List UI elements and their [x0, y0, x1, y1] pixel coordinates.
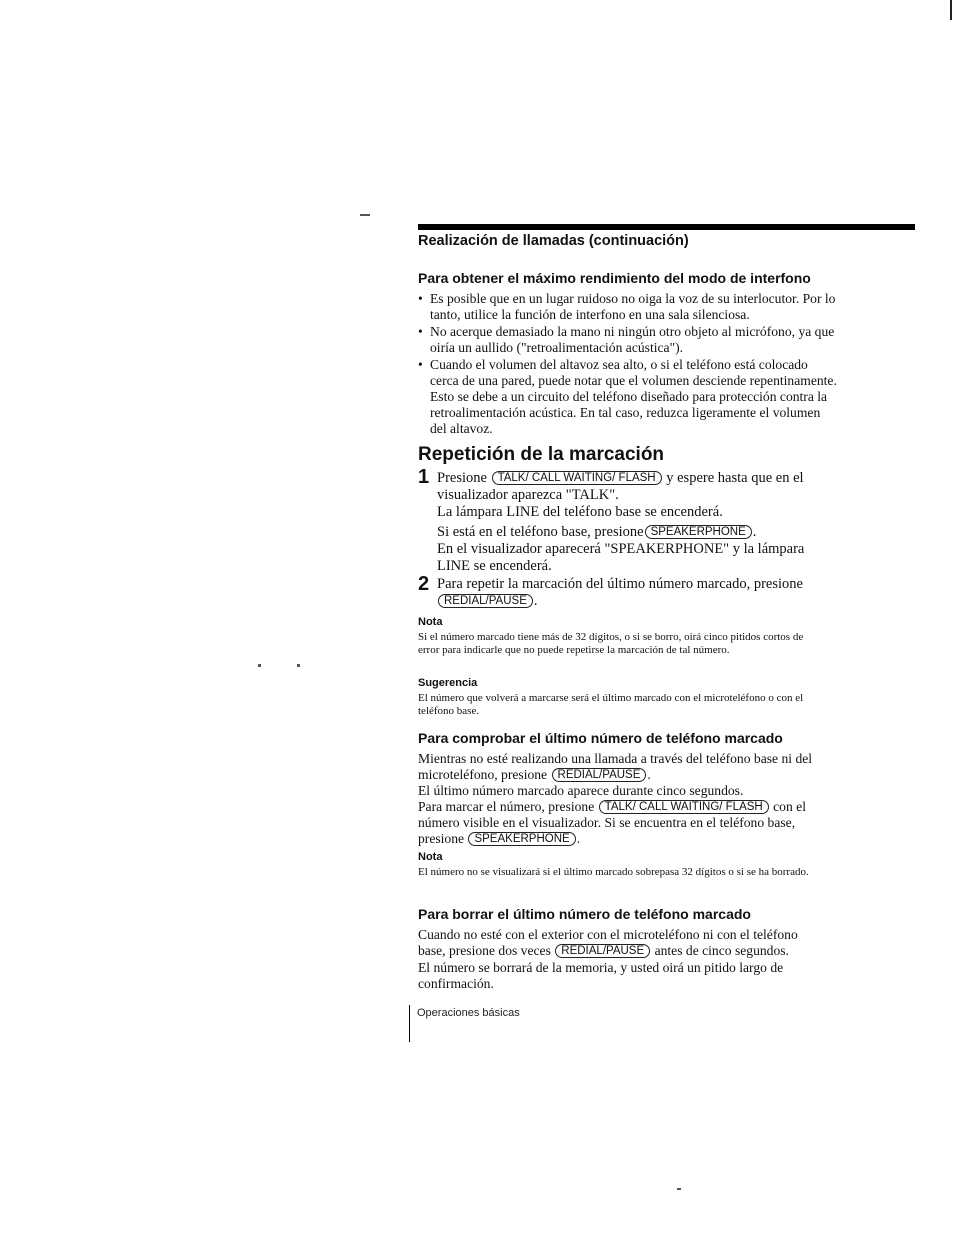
step-2-number: 2: [418, 573, 430, 595]
speakerphone-key: SPEAKERPHONE: [468, 832, 575, 846]
check-body: [418, 751, 828, 847]
scan-speck: [258, 664, 261, 667]
step-1-line3-after: .: [752, 524, 757, 540]
check-paragraph-2: El último número marcado aparece durante cinco segundos.: [418, 783, 744, 798]
check-note-text: El número no se visualizará si el último marcado sobrepasa 32 dígitos o si se ha borrado.: [418, 866, 809, 878]
erase-p1-after: antes de cinco segundos.: [654, 943, 789, 958]
redial-tip-text: El número que volverá a marcarse será el último marcado con el microteléfono o con el teléfono base.: [418, 692, 804, 717]
section-title: Realización de llamadas (continuación): [418, 233, 689, 249]
footer-section-label: Operaciones básicas: [417, 1007, 520, 1019]
check-p1-before: Mientras no esté realizando una llamada a través del teléfono base ni del microteléfono, presione: [418, 751, 813, 782]
step-1-number: 1: [418, 466, 430, 488]
check-p3-before: Para marcar el número, presione: [418, 799, 595, 814]
redial-note-text: Si el número marcado tiene más de 32 dígitos, o si se borro, oirá cinco pitidos cortos de error para indicarle que no puede repetirse la marcación de tal número.: [418, 631, 804, 656]
redial-heading: Repetición de la marcación: [418, 444, 665, 465]
scan-edge-mark: [950, 0, 952, 20]
step-1-text-before: Presione: [437, 470, 487, 486]
check-note-label: Nota: [418, 851, 443, 863]
erase-body: [418, 927, 828, 992]
check-paragraph-1: [418, 751, 828, 783]
erase-paragraph-2: El número se borrará de la memoria, y usted oirá un pitido largo de confirmación.: [418, 960, 784, 991]
bullet-item: • Cuando el volumen del altavoz sea alto, o si el teléfono está colocado cerca de una pared, puede notar que el volumen desciende repentinamente. Esto se debe a un circuito del teléfono diseñado para protección contra la retroalimentación acústica. En tal caso, reduzca ligeramente el volumen del altavoz.: [418, 357, 838, 437]
erase-p1-before: Cuando no esté con el exterior con el microteléfono ni con el teléfono base, presione dos veces: [418, 927, 798, 958]
bullet-item: • Es posible que en un lugar ruidoso no oiga la voz de su interlocutor. Por lo tanto, utilice la función de interfono en una sala silenciosa.: [418, 291, 838, 323]
scan-speck: [297, 664, 300, 667]
step-2-text-after: .: [533, 593, 538, 609]
footer-divider: [409, 1005, 410, 1042]
interphone-bullet-list: [418, 291, 838, 438]
step-1-line2: La lámpara LINE del teléfono base se encenderá.: [437, 504, 723, 520]
scan-speck: [360, 214, 370, 216]
interphone-heading: Para obtener el máximo rendimiento del modo de interfono: [418, 270, 811, 286]
redial-note-label: Nota: [418, 616, 443, 628]
check-p3-mid: con el número visible en el visualizador. Si se encuentra en el teléfono base, presione: [418, 799, 806, 846]
erase-heading: Para borrar el último número de teléfono marcado: [418, 906, 751, 922]
talk-flash-key: TALK/ CALL WAITING/ FLASH: [599, 800, 769, 814]
step-1-line4: En el visualizador aparecerá "SPEAKERPHONE" y la lámpara LINE se encenderá.: [437, 541, 805, 574]
section-rule: [418, 224, 915, 230]
redial-tip-label: Sugerencia: [418, 677, 478, 689]
erase-paragraph-1: [418, 927, 828, 959]
talk-flash-key: TALK/ CALL WAITING/ FLASH: [492, 471, 662, 485]
scan-speck: [677, 1188, 681, 1190]
step-2-text: [437, 576, 837, 610]
check-p3-after: .: [576, 831, 581, 846]
redial-pause-key: REDIAL/PAUSE: [552, 768, 647, 782]
check-p1-after: .: [647, 767, 651, 782]
step-1-line3: [437, 524, 837, 541]
step-2-text-before: Para repetir la marcación del último número marcado, presione: [437, 576, 803, 592]
redial-pause-key: REDIAL/PAUSE: [555, 944, 650, 958]
speakerphone-key: SPEAKERPHONE: [645, 525, 752, 539]
bullet-item: • No acerque demasiado la mano ni ningún otro objeto al micrófono, ya que oiría un aullido ("retroalimentación acústica").: [418, 324, 838, 356]
step-1-line3-before: Si está en el teléfono base, presione: [437, 524, 644, 540]
check-heading: Para comprobar el último número de teléfono marcado: [418, 730, 783, 746]
redial-pause-key: REDIAL/PAUSE: [438, 594, 533, 608]
step-1-text-after: y espere hasta que en el visualizador aparezca "TALK".: [437, 470, 804, 503]
check-paragraph-3: [418, 799, 828, 847]
step-1-text: [437, 470, 837, 575]
